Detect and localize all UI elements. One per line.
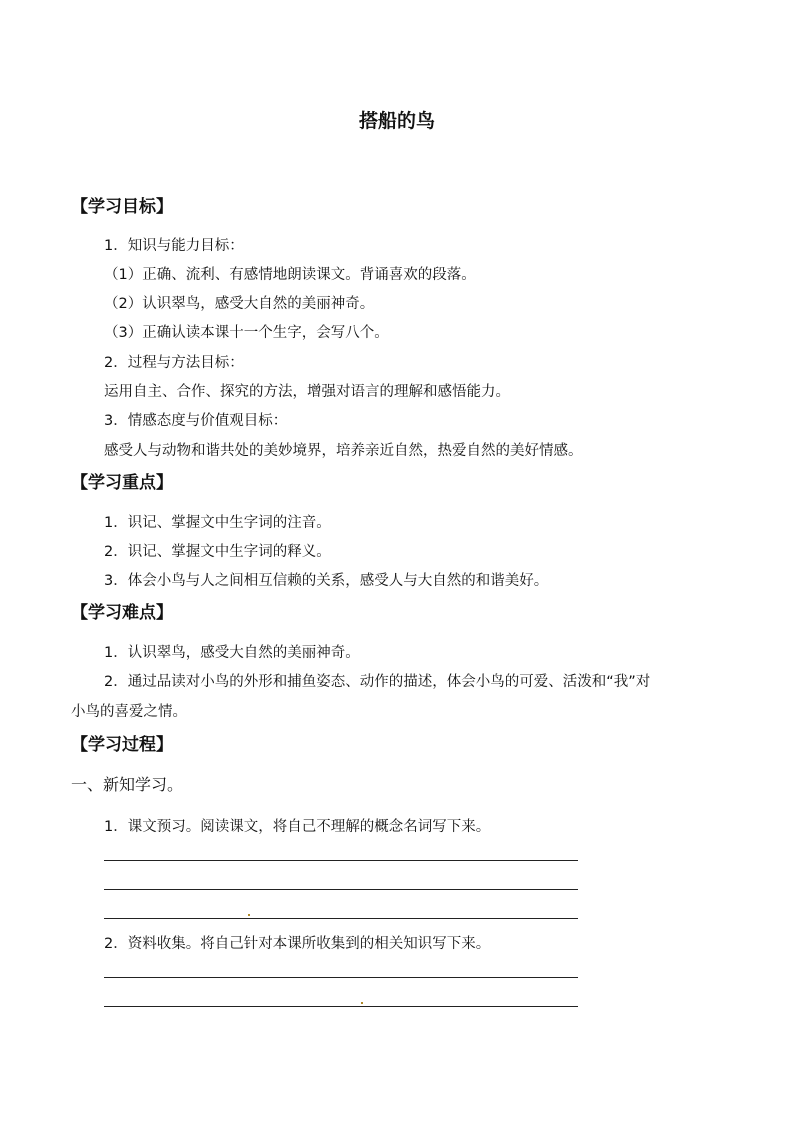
focus-item: 3．体会小鸟与人之间相互信赖的关系，感受人与大自然的和谐美好。 bbox=[104, 573, 549, 589]
section-heading-focus: 【学习重点】 bbox=[71, 473, 173, 493]
goal-knowledge-item: （2）认识翠鸟，感受大自然的美丽神奇。 bbox=[104, 296, 375, 312]
difficulty-item: 1．认识翠鸟，感受大自然的美丽神奇。 bbox=[104, 645, 360, 661]
difficulty-item-continuation: 小鸟的喜爱之情。 bbox=[71, 704, 187, 720]
goal-knowledge-item: （1）正确、流利、有感情地朗读课文。背诵喜欢的段落。 bbox=[104, 267, 476, 283]
section-heading-process: 【学习过程】 bbox=[71, 735, 173, 755]
section-heading-goals: 【学习目标】 bbox=[71, 197, 173, 217]
page-title: 搭船的鸟 bbox=[358, 110, 435, 132]
goal-knowledge-label: 1．知识与能力目标： bbox=[104, 238, 244, 254]
answer-line[interactable] bbox=[104, 918, 578, 919]
answer-line[interactable] bbox=[104, 977, 578, 978]
answer-line[interactable] bbox=[104, 860, 578, 861]
goal-emotion-text: 感受人与动物和谐共处的美妙境界，培养亲近自然，热爱自然的美好情感。 bbox=[104, 443, 583, 459]
difficulty-item: 2．通过品读对小鸟的外形和捕鱼姿态、动作的描述，体会小鸟的可爱、活泼和“我”对 bbox=[104, 674, 651, 690]
task-preview: 1．课文预习。阅读课文，将自己不理解的概念名词写下来。 bbox=[104, 819, 491, 835]
stray-dot bbox=[248, 914, 250, 916]
focus-item: 1．识记、掌握文中生字词的注音。 bbox=[104, 515, 331, 531]
section-heading-difficulty: 【学习难点】 bbox=[71, 603, 173, 623]
task-collect: 2．资料收集。将自己针对本课所收集到的相关知识写下来。 bbox=[104, 936, 491, 952]
goal-process-text: 运用自主、合作、探究的方法，增强对语言的理解和感悟能力。 bbox=[104, 384, 510, 400]
goal-process-label: 2．过程与方法目标： bbox=[104, 355, 244, 371]
answer-line[interactable] bbox=[104, 889, 578, 890]
focus-item: 2．识记、掌握文中生字词的释义。 bbox=[104, 544, 331, 560]
goal-emotion-label: 3．情感态度与价值观目标： bbox=[104, 413, 288, 429]
goal-knowledge-item: （3）正确认读本课十一个生字，会写八个。 bbox=[104, 325, 389, 341]
answer-line[interactable] bbox=[104, 1006, 578, 1007]
part-new-knowledge: 一、新知学习。 bbox=[71, 775, 184, 794]
stray-dot bbox=[361, 1002, 363, 1004]
